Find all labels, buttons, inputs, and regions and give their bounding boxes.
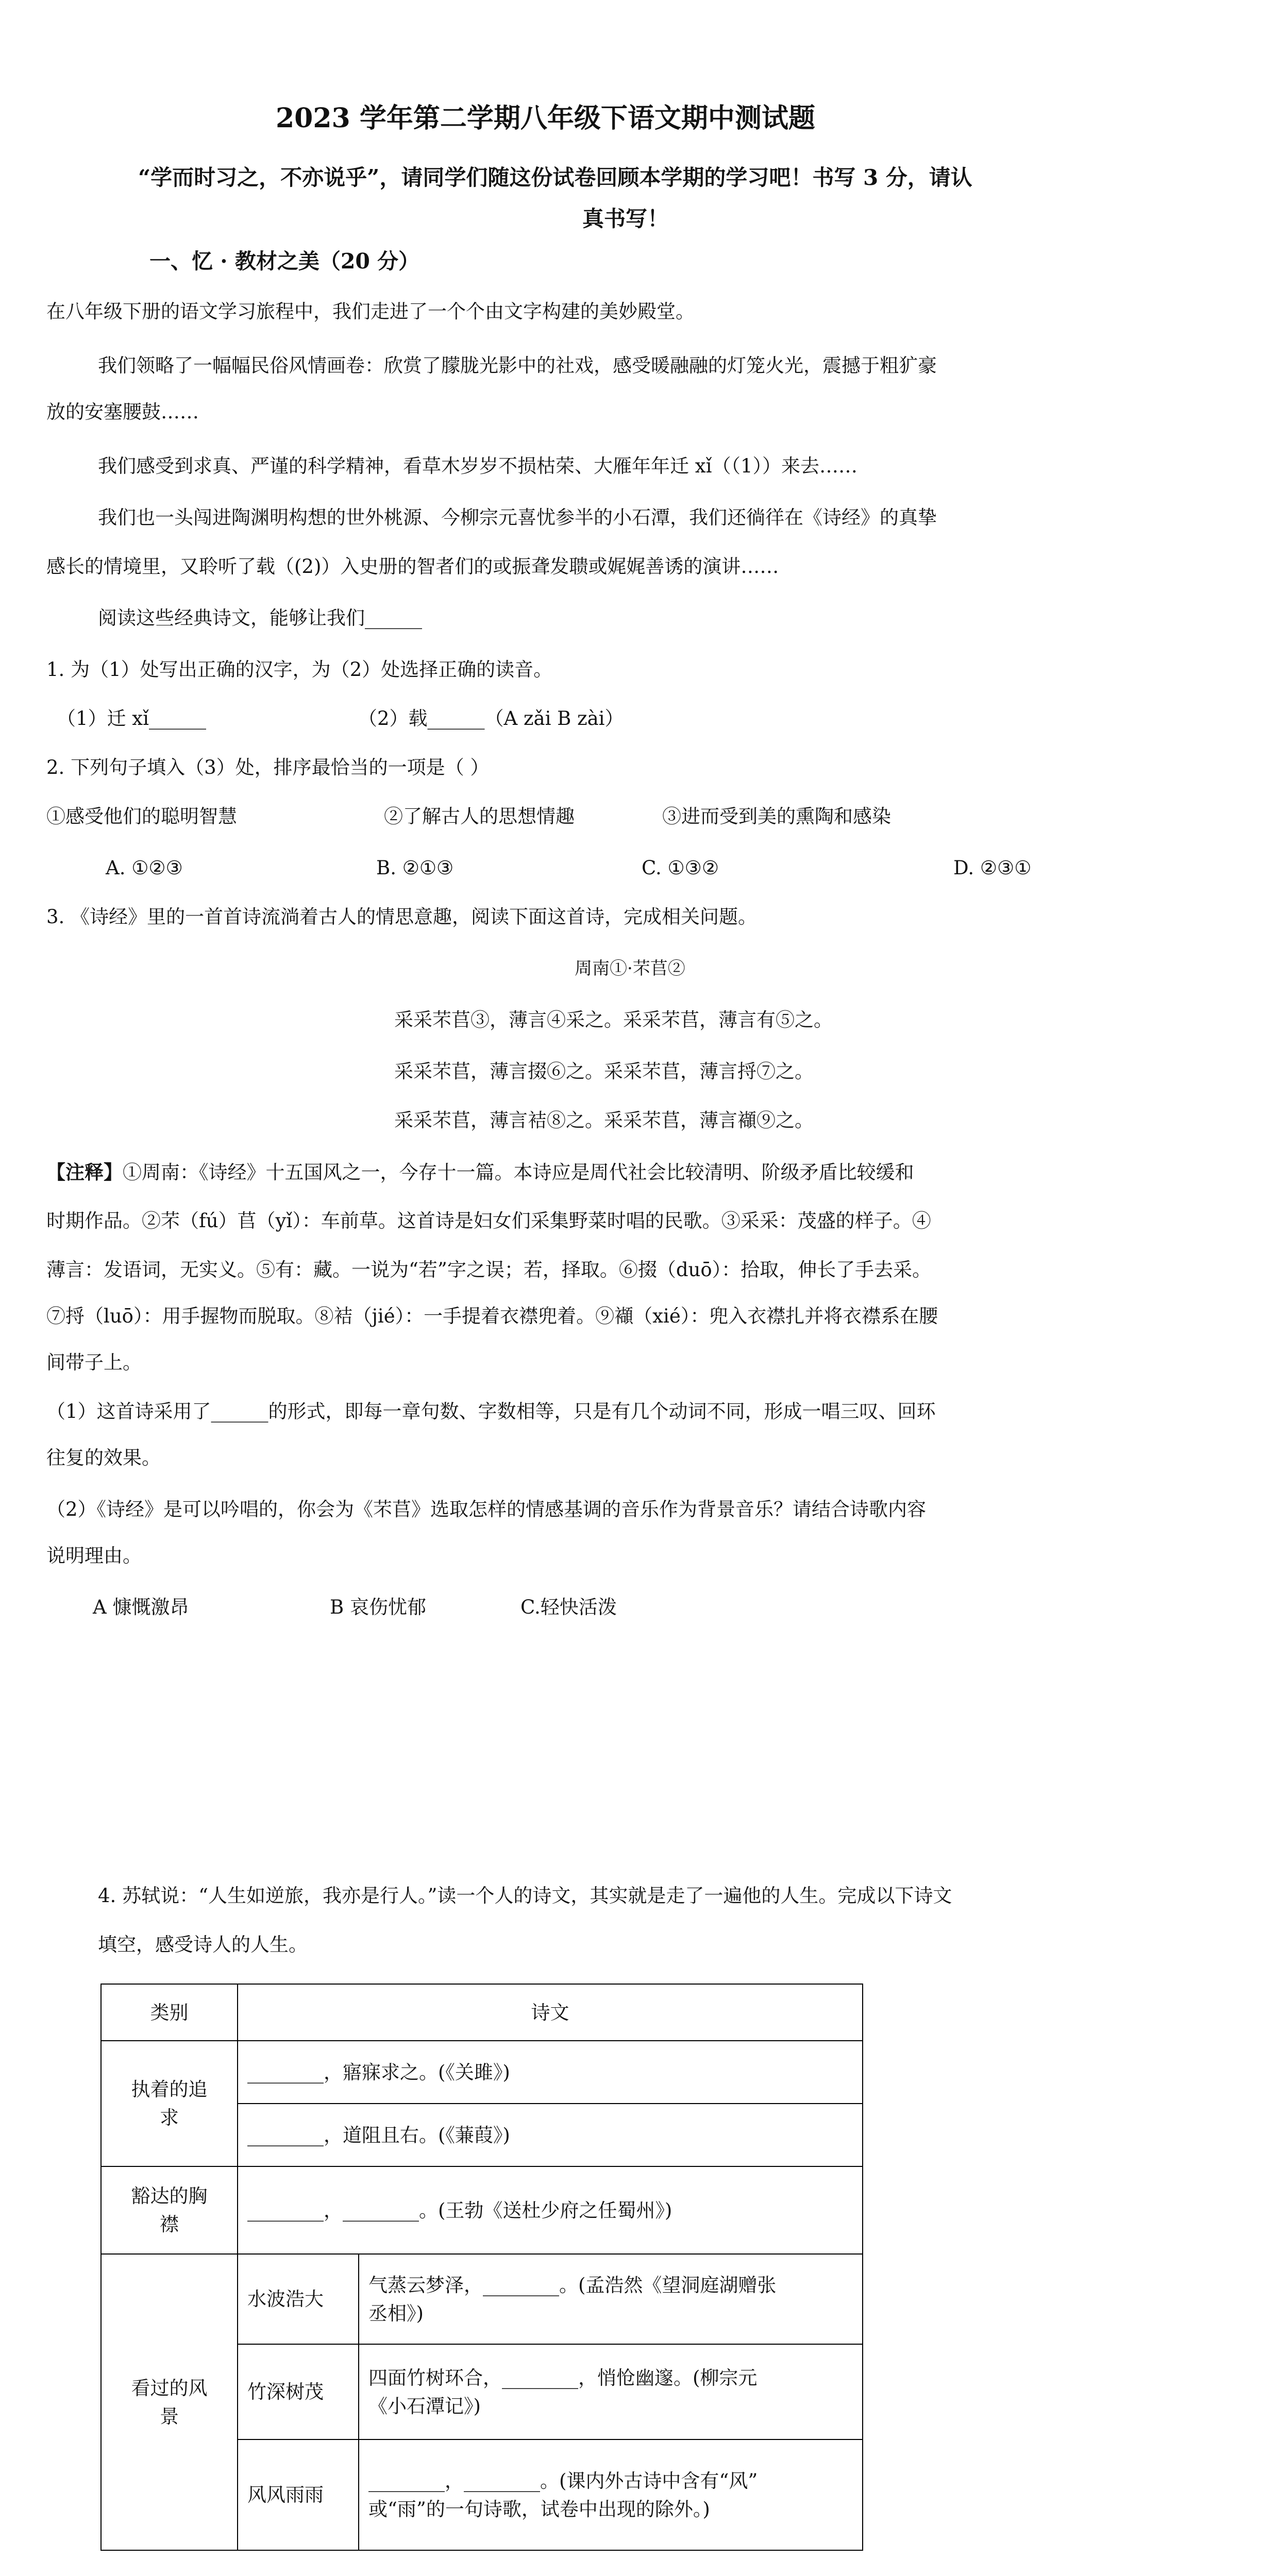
choice-a: A 慷慨激昂 (93, 1596, 189, 1618)
question-1-part-1: （1）迁 xǐ______ (57, 707, 207, 730)
paragraph: 我们也一头闯进陶渊明构想的世外桃源、今柳宗元喜忧参半的小石潭，我们还徜徉在《诗经》的真挚 (98, 506, 937, 529)
question-4-cont: 填空，感受诗人的人生。 (98, 1934, 308, 1956)
paragraph: 我们领略了一幅幅民俗风情画卷：欣赏了朦胧光影中的社戏，感受暖融融的灯笼火光，震撼于粗犷豪 (98, 354, 937, 377)
question-3-sub-1: （1）这首诗采用了______的形式，即每一章句数、字数相等，只是有几个动词不同，形成一唱三叹、回环 (46, 1400, 936, 1422)
question-3-sub-2-cont: 说明理由。 (46, 1545, 142, 1567)
table-cell: 气蒸云梦泽，________。(孟浩然《望洞庭湖赠张 丞相》) (359, 2254, 863, 2344)
notes-line-5: 间带子上。 (46, 1351, 142, 1374)
table-cell: ________，________。(王勃《送杜少府之任蜀州》) (238, 2166, 863, 2254)
page-title: 2023 学年第二学期八年级下语文期中测试题 (276, 103, 815, 134)
choice-b: B 哀伤忧郁 (330, 1596, 426, 1618)
category-cell: 执着的追 求 (101, 2041, 238, 2166)
category-cell: 看过的风 景 (101, 2254, 238, 2550)
poem-line: 采采芣苢，薄言掇⑥之。采采芣苢，薄言捋⑦之。 (394, 1060, 814, 1082)
notes-line-4: ⑦捋（luō）：用手握物而脱取。⑧袺（jié）：一手提着衣襟兜着。⑨襭（xié）：兜入衣襟扎并将衣襟系在腰 (46, 1305, 938, 1327)
choice-c: C.轻快活泼 (520, 1596, 617, 1618)
question-2: 2. 下列句子填入（3）处，排序最恰当的一项是（ ） (46, 756, 490, 778)
question-3: 3. 《诗经》里的一首首诗流淌着古人的情思意趣，阅读下面这首诗，完成相关问题。 (46, 906, 758, 928)
question-3-sub-2: （2）《诗经》是可以吟唱的，你会为《芣苢》选取怎样的情感基调的音乐作为背景音乐？请结合诗歌内容 (46, 1498, 927, 1520)
intro-line-2: 真书写！ (582, 206, 669, 231)
table-header-category: 类别 (101, 1984, 238, 2041)
notes-line-3: 薄言：发语词，无实义。⑤有：藏。一说为“若”字之误；若，择取。⑥掇（duō）：拾取，伸长了手去采。 (46, 1259, 932, 1281)
subcategory-cell: 竹深树茂 (238, 2344, 359, 2439)
table-cell: ________，________。(课内外古诗中含有“风” 或“雨”的一句诗歌，试卷中出现的除外。) (359, 2439, 863, 2550)
paragraph: 阅读这些经典诗文，能够让我们______ (98, 607, 422, 629)
table-cell: ________，道阻且右。(《蒹葭》) (238, 2104, 863, 2166)
poem-line: 采采芣苢③，薄言④采之。采采芣苢，薄言有⑤之。 (394, 1009, 833, 1031)
choice-c: C. ①③② (642, 857, 719, 879)
poetry-fill-table (100, 1984, 863, 2551)
paragraph: 放的安塞腰鼓…… (46, 401, 199, 423)
choice-b: B. ②①③ (376, 857, 454, 879)
poem-line: 采采芣苢，薄言袺⑧之。采采芣苢，薄言襭⑨之。 (394, 1109, 814, 1131)
question-2-option: ②了解古人的思想情趣 (384, 805, 575, 827)
section-1-heading: 一、忆 · 教材之美（20 分） (149, 249, 420, 274)
question-1: 1. 为（1）处写出正确的汉字，为（2）处选择正确的读音。 (46, 658, 553, 681)
category-cell: 豁达的胸 襟 (101, 2166, 238, 2254)
subcategory-cell: 风风雨雨 (238, 2439, 359, 2550)
question-2-option: ①感受他们的聪明智慧 (46, 805, 237, 827)
question-3-sub-1-cont: 往复的效果。 (46, 1447, 161, 1469)
poem-title: 周南①·芣苢② (575, 958, 685, 979)
subcategory-cell: 水波浩大 (238, 2254, 359, 2344)
notes-text: ①周南：《诗经》十五国风之一，今存十一篇。本诗应是周代社会比较清明、阶级矛盾比较缓和 (123, 1161, 914, 1183)
choice-d: D. ②③① (953, 857, 1032, 879)
question-4: 4. 苏轼说：“人生如逆旅，我亦是行人。”读一个人的诗文，其实就是走了一遍他的人生。完成以下诗文 (98, 1885, 952, 1907)
notes-line-1 (46, 1159, 914, 1185)
table-cell: 四面竹树环合，________，悄怆幽邃。(柳宗元 《小石潭记》) (359, 2344, 863, 2439)
table-cell: ________，寤寐求之。(《关雎》) (238, 2041, 863, 2104)
notes-label: 【注释】 (46, 1161, 123, 1183)
choice-a: A. ①②③ (106, 857, 183, 879)
paragraph: 感长的情境里，又聆听了载（(2)）入史册的智者们的或振聋发聩或娓娓善诱的演讲…… (46, 555, 779, 578)
paragraph: 在八年级下册的语文学习旅程中，我们走进了一个个由文字构建的美妙殿堂。 (46, 300, 695, 323)
paragraph: 我们感受到求真、严谨的科学精神，看草木岁岁不损枯荣、大雁年年迁 xǐ（（1））来去…… (98, 455, 857, 477)
question-1-part-2: （2）载______（A zǎi B zài） (358, 707, 624, 730)
question-2-option: ③进而受到美的熏陶和感染 (662, 805, 891, 827)
notes-line-2: 时期作品。②芣（fú）苢（yǐ）：车前草。这首诗是妇女们采集野菜时唱的民歌。③采采：茂盛的样子。④ (46, 1210, 931, 1232)
table-header-poem: 诗文 (238, 1984, 863, 2041)
intro-line-1: “学而时习之，不亦说乎”，请同学们随这份试卷回顾本学期的学习吧！书写 3 分，请认 (138, 165, 972, 190)
